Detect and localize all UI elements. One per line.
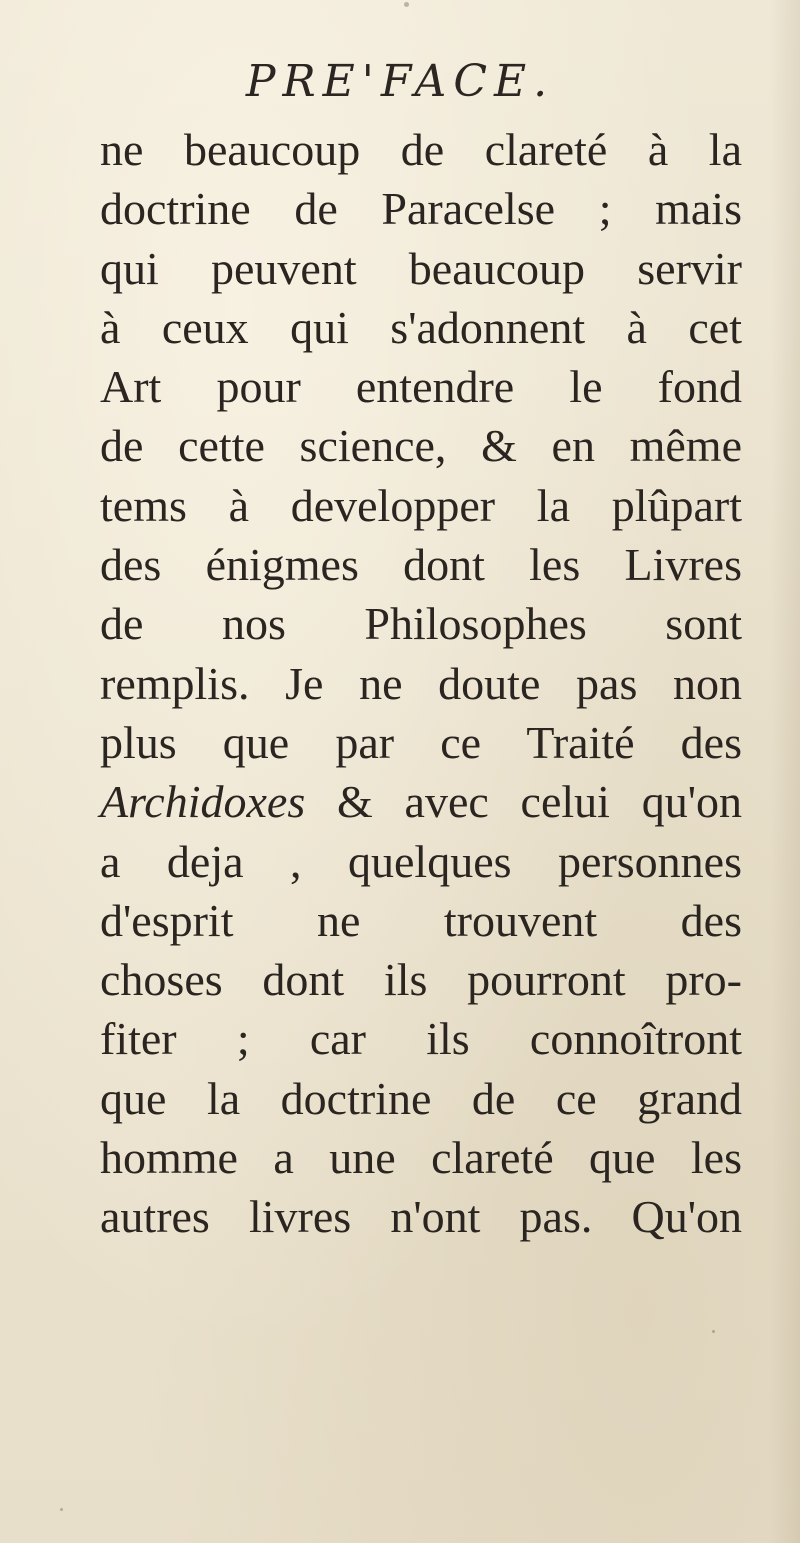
text-line: tems à developper la plûpart: [100, 479, 742, 531]
text-line: remplis. Je ne doute pas non: [100, 657, 742, 709]
page-edge-shadow: [770, 0, 800, 1543]
text-line: ne beaucoup de clareté à la: [100, 124, 742, 175]
text-line: homme a une clareté que les: [100, 1132, 742, 1184]
running-head: PRE'FACE.: [245, 56, 555, 107]
text-line: choses dont ils pourront pro-: [100, 954, 742, 1006]
text-line: d'esprit ne trouvent des: [100, 894, 742, 946]
paper-speck: [60, 1508, 63, 1511]
body-text: [100, 120, 742, 1247]
paper-speck: [712, 1330, 715, 1333]
text-line: des énigmes dont les Livres: [100, 539, 742, 591]
text-line: Art pour entendre le fond: [100, 361, 742, 413]
text-line: fiter ; car ils connoîtront: [100, 1013, 742, 1065]
text-line: autres livres n'ont pas. Qu'on: [100, 1191, 742, 1243]
text-line: plus que par ce Traité des: [100, 716, 742, 768]
text-line-with-italic: [100, 772, 742, 831]
italic-title: Archidoxes: [100, 776, 306, 828]
text-line: qui peuvent beaucoup servir: [100, 242, 742, 294]
text-line: a deja , quelques personnes: [100, 835, 742, 887]
text-line: à ceux qui s'adonnent à cet: [100, 301, 742, 353]
text-line: de cette science, & en même: [100, 420, 742, 472]
text-line: que la doctrine de ce grand: [100, 1072, 742, 1124]
text-line: de nos Philosophes sont: [100, 598, 742, 650]
paper-speck: [404, 2, 409, 7]
text-line-rest: & avec celui qu'on: [337, 776, 742, 828]
text-line: doctrine de Paracelse ; mais: [100, 183, 742, 235]
